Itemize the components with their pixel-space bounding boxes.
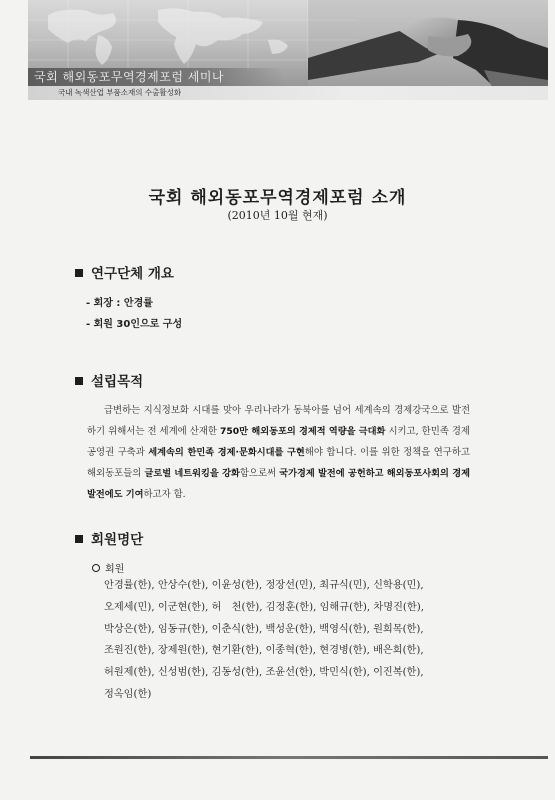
list-item: 허 천(한), [211,601,263,613]
list-item: 이춘식(한), [211,623,263,635]
list-item: 최규식(민), [319,580,370,591]
header-banner [28,0,548,100]
list-item: 백성운(한), [265,623,316,635]
banner-title: 국회 해외동포무역경제포럼 세미나 [28,68,284,86]
list-item: 백영식(한), [319,623,370,635]
purpose-paragraph: 급변하는 지식정보화 시대를 맞아 우리나라가 동북아를 넘어 세계속의 경제강국으로 발전하기 위해서는 전 세계에 산재한 750만 해외동포의 경제적 역량을 극대화 시키고, 한민족 경제공영권 구축과 세계속의 한민족 경제·문화시대를 구현해야 합니다. 이를 위한 정책을 연구하고 해외동포들의 글로벌 네트워킹을 강화함으로써 국가경제 발전에 공헌하고 해외동포사회의 경제발전에도 기여하고자 함. [87,405,470,500]
banner-subtitle: 국내 녹색산업 부품소재의 수출활성화 [28,86,548,100]
list-item: 안상수(한), [157,580,209,591]
list-item: 원희목(한), [373,623,424,635]
handshake-image [308,0,548,100]
document-date: (2010년 10월 현재) [227,209,328,222]
footer-divider [30,756,548,759]
list-item: 현경병(한), [319,645,370,657]
list-item: 이군현(한), [157,601,209,613]
square-bullet-icon [75,377,83,385]
list-item: 이윤성(한), [211,580,263,591]
list-item: 배은희(한), [373,645,424,657]
section-heading-members: 회원명단 [75,528,143,548]
list-item: 신성범(한), [157,667,209,679]
document-title: 국회 해외동포무역경제포럼 소개 [148,188,407,208]
list-item: 박민식(한), [319,667,370,679]
square-bullet-icon [75,269,83,277]
list-item: 이종혁(한), [265,645,316,657]
list-item: 차명진(한), [373,601,424,613]
list-item: 허원제(한), [104,667,155,679]
list-item: 정장선(민), [265,580,316,591]
square-bullet-icon [75,535,83,543]
list-item: 김정훈(한), [265,601,317,613]
list-item: 장제원(한), [157,645,209,657]
list-item: 오제세(민), [104,601,155,613]
list-item: 현기환(한), [211,645,263,657]
list-item: 안경률(한), [104,580,155,591]
list-item: 조원진(한), [104,645,155,657]
list-item: 김동성(한), [211,667,263,679]
list-item: 정옥임(한) [104,688,152,700]
overview-item-chairman: - 회장 : 안경률 [86,298,153,309]
list-item: 박상은(한), [104,623,155,635]
member-list [104,575,484,706]
circle-bullet-icon [92,564,100,572]
overview-item-members: - 회원 30인으로 구성 [86,319,183,330]
list-item: 이진복(한), [373,667,424,679]
list-item: 조윤선(한), [265,667,316,679]
list-item: 임해규(한), [319,601,371,613]
members-label: 회원 [92,560,124,575]
section-heading-purpose: 설립목적 [75,370,143,390]
list-item: 신학용(민), [373,580,424,591]
section-heading-overview: 연구단체 개요 [75,262,174,282]
list-item: 임동규(한), [157,623,209,635]
